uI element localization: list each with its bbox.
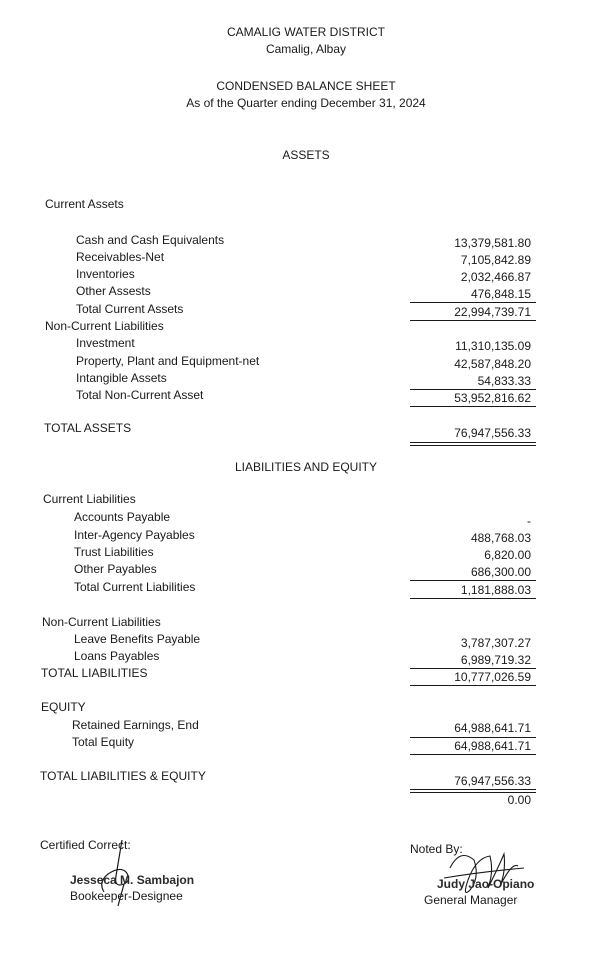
total-liabilities-value: 10,777,026.59 <box>454 670 531 684</box>
liability-item-label: Accounts Payable <box>74 510 171 524</box>
total-current-assets-label: Total Current Assets <box>76 302 184 316</box>
current-assets-label: Current Assets <box>45 197 124 211</box>
noted-by-label: Noted By: <box>410 842 463 856</box>
noted-title: General Manager <box>424 893 518 907</box>
liability-item-label: Loans Payables <box>74 649 160 663</box>
report-period: As of the Quarter ending December 31, 2024 <box>186 96 426 110</box>
liability-item-value: 3,787,307.27 <box>460 636 531 650</box>
certified-correct-label: Certified Correct: <box>40 838 131 852</box>
total-noncurrent-asset-label: Total Non-Current Asset <box>76 388 204 402</box>
total-current-liabilities-label: Total Current Liabilities <box>74 580 196 594</box>
total-current-assets-value: 22,994,739.71 <box>454 305 531 319</box>
retained-earnings-value: 64,988,641.71 <box>454 721 531 735</box>
total-liabilities-equity-label: TOTAL LIABILITIES & EQUITY <box>40 769 206 783</box>
subtotal-rule <box>410 668 536 669</box>
org-name: CAMALIG WATER DISTRICT <box>226 25 385 39</box>
subtotal-rule <box>410 580 536 581</box>
document-title: CONDENSED BALANCE SHEET <box>216 79 396 93</box>
asset-item-label: Receivables-Net <box>76 250 165 264</box>
total-liabilities-label: TOTAL LIABILITIES <box>41 666 148 680</box>
asset-item-label: Cash and Cash Equivalents <box>76 233 225 247</box>
asset-item-value: 54,833.33 <box>477 374 531 388</box>
total-current-liabilities-value: 1,181,888.03 <box>460 583 531 597</box>
liability-item-label: Inter-Agency Payables <box>74 528 195 542</box>
total-underline <box>410 320 536 321</box>
total-noncurrent-asset-value: 53,952,816.62 <box>454 391 531 405</box>
subtotal-rule <box>410 302 536 303</box>
noncurrent-liabilities-label: Non-Current Liabilities <box>42 615 161 629</box>
liability-item-value: 488,768.03 <box>470 531 531 545</box>
assets-heading: ASSETS <box>282 148 330 162</box>
liabilities-equity-heading: LIABILITIES AND EQUITY <box>234 460 378 474</box>
liability-item-value: 6,989,719.32 <box>460 653 531 667</box>
double-underline-bottom <box>410 445 536 446</box>
double-underline-top <box>410 789 536 790</box>
asset-item-label: Investment <box>76 336 135 350</box>
noted-name: Judy Jao-Opiano <box>437 877 535 891</box>
double-underline-top <box>410 442 536 443</box>
retained-earnings-label: Retained Earnings, End <box>72 718 199 732</box>
total-equity-label: Total Equity <box>72 735 135 749</box>
equity-label: EQUITY <box>41 700 86 714</box>
asset-item-value: 13,379,581.80 <box>454 236 531 250</box>
liability-item-label: Other Payables <box>74 562 157 576</box>
liability-item-value: 686,300.00 <box>470 565 531 579</box>
total-underline <box>410 598 536 599</box>
total-underline <box>410 754 536 755</box>
current-liabilities-label: Current Liabilities <box>43 492 136 506</box>
asset-item-label: Intangible Assets <box>76 371 167 385</box>
asset-item-value: 476,848.15 <box>470 287 531 301</box>
asset-item-value: 7,105,842.89 <box>460 253 531 267</box>
difference-value: 0.00 <box>507 793 531 807</box>
asset-item-label: Other Assests <box>76 284 151 298</box>
org-location: Camalig, Albay <box>265 42 347 56</box>
total-underline <box>410 406 536 407</box>
certified-title: Bookeeper-Designee <box>70 889 183 903</box>
subtotal-rule <box>410 389 536 390</box>
total-underline <box>410 685 536 686</box>
asset-item-label: Inventories <box>76 267 135 281</box>
liability-item-value: - <box>527 514 531 528</box>
asset-item-value: 11,310,135.09 <box>455 339 531 353</box>
liability-item-value: 6,820.00 <box>484 548 531 562</box>
certified-name: Jesseca M. Sambajon <box>70 873 195 887</box>
asset-item-label: Property, Plant and Equipment-net <box>76 354 260 368</box>
total-assets-value: 76,947,556.33 <box>454 426 531 440</box>
liability-item-label: Trust Liabilities <box>74 545 154 559</box>
noncurrent-assets-label: Non-Current Liabilities <box>45 319 164 333</box>
liability-item-label: Leave Benefits Payable <box>74 632 201 646</box>
total-liabilities-equity-value: 76,947,556.33 <box>454 774 531 788</box>
total-equity-value: 64,988,641.71 <box>454 739 531 753</box>
subtotal-rule <box>410 737 536 738</box>
asset-item-value: 2,032,466.87 <box>460 270 531 284</box>
asset-item-value: 42,587,848.20 <box>454 357 531 371</box>
total-assets-label: TOTAL ASSETS <box>44 421 132 435</box>
